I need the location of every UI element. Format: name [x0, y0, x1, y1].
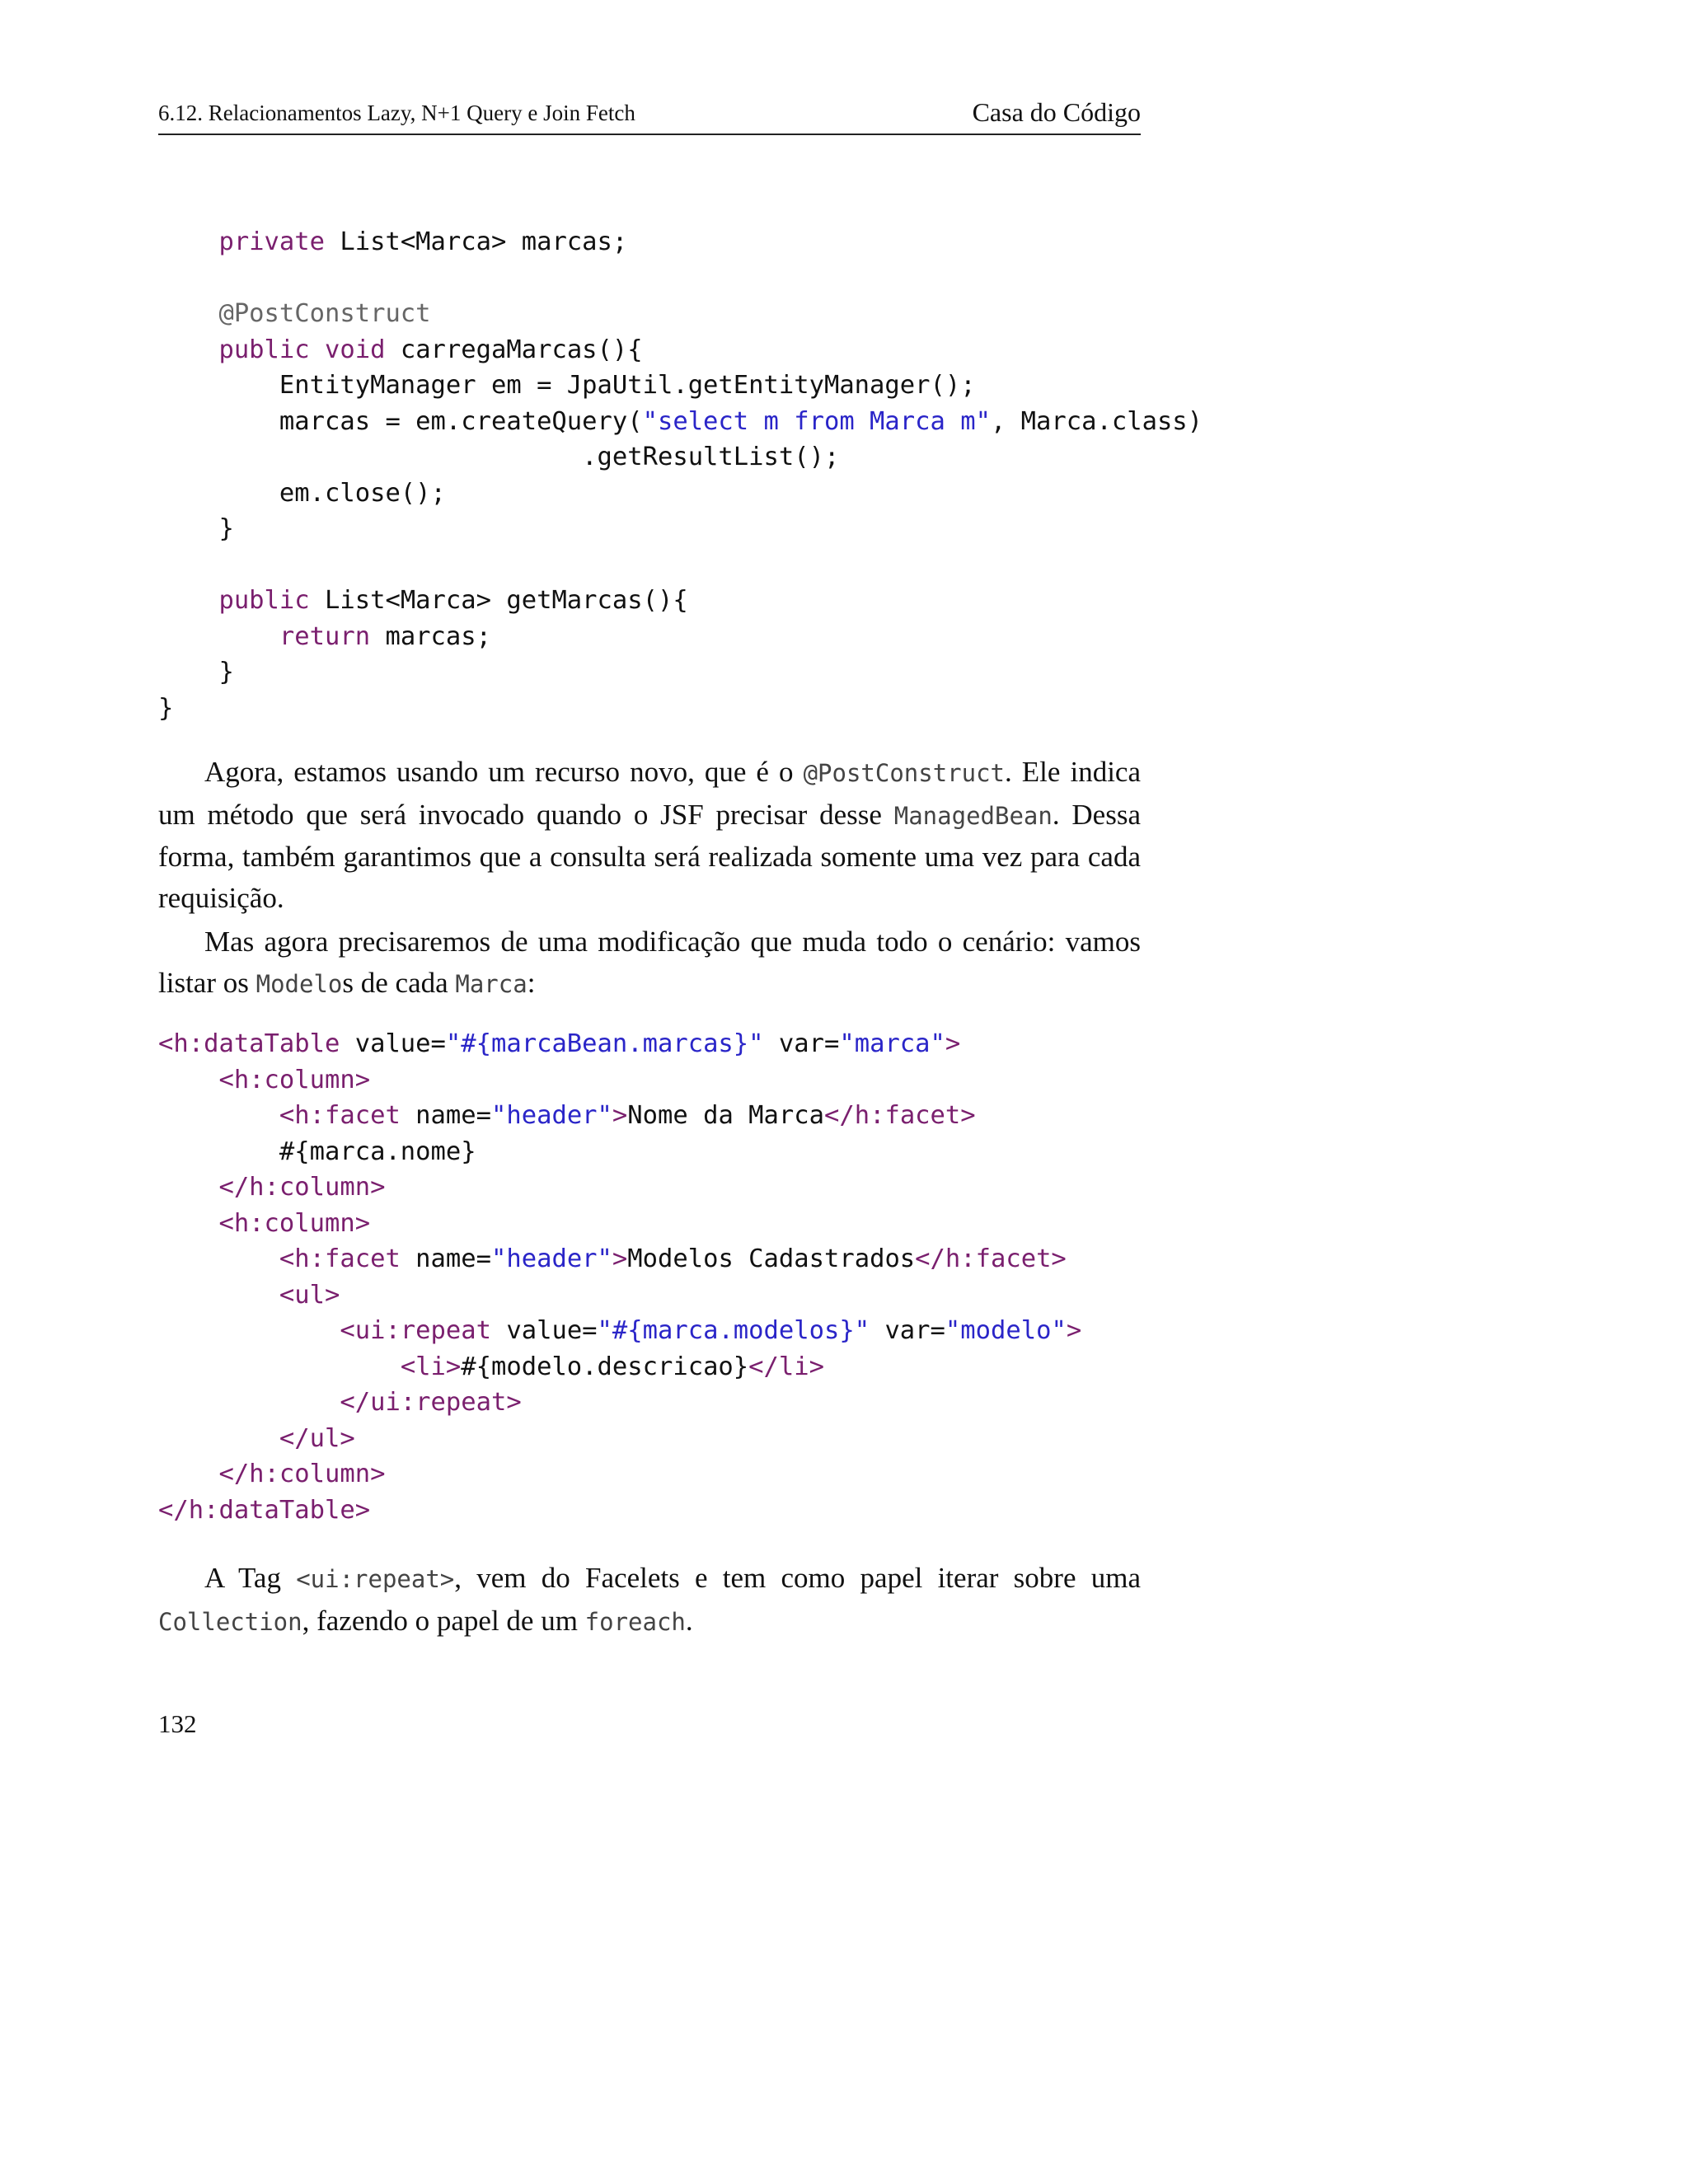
code-line [158, 335, 643, 364]
code-token [158, 227, 218, 256]
body-text-2 [158, 1558, 1141, 1646]
paragraph [158, 1558, 1141, 1643]
code-line [158, 1244, 1067, 1273]
code-token: > [612, 1244, 628, 1273]
code-token: private [218, 227, 325, 256]
code-token: #{marca.nome} [158, 1137, 476, 1166]
code-token: marcas; [370, 621, 491, 651]
text-run: s de cada [342, 966, 456, 999]
body-text-1 [158, 752, 1141, 1008]
code-token: Modelos Cadastrados [627, 1244, 916, 1273]
running-header [158, 99, 1141, 135]
text-run: . [685, 1604, 693, 1637]
text-run: A Tag [204, 1562, 297, 1594]
code-token [158, 1244, 279, 1273]
code-token [158, 1209, 218, 1238]
text-run: Agora, estamos usando um recurso novo, que é o [204, 756, 804, 788]
code-line [158, 1281, 340, 1310]
text-run: . Ele indica um método que será invocado quando o JSF precisar desse [158, 756, 1141, 831]
text-run: Mas agora precisaremos de uma modificação que muda todo o cenário: vamos listar os [158, 926, 1141, 999]
inline-code: foreach [584, 1607, 686, 1636]
code-token: "header" [491, 1244, 612, 1273]
code-line [158, 1029, 960, 1058]
code-token: > [1066, 1316, 1082, 1345]
code-line [158, 1460, 385, 1488]
code-token: </h:column> [218, 1173, 386, 1202]
code-block-java [158, 224, 1203, 726]
code-token: carregaMarcas(){ [385, 335, 643, 364]
inline-code: ManagedBean [893, 801, 1053, 830]
code-line [158, 694, 173, 723]
code-token: List<Marca> getMarcas(){ [309, 586, 688, 615]
code-block-xhtml [158, 1026, 1147, 1528]
code-token: void [325, 335, 386, 364]
text-run: . Dessa forma, também garantimos que a consulta será realizada somente uma vez para cada requisição. [158, 798, 1141, 914]
code-line [158, 1496, 370, 1525]
code-token: .getResultList(); [158, 443, 840, 471]
code-line [158, 1137, 476, 1166]
code-token: } [158, 693, 174, 723]
code-token: } [158, 658, 234, 687]
code-token: "modelo" [945, 1316, 1067, 1345]
code-token: name= [400, 1244, 491, 1273]
code-token: <ul> [279, 1280, 340, 1310]
paragraph [158, 752, 1141, 918]
code-line [158, 1173, 385, 1202]
code-token: <h:facet [279, 1244, 401, 1273]
code-token: <h:column> [218, 1065, 371, 1094]
code-token: "marca" [839, 1029, 945, 1058]
code-token: </h:column> [218, 1460, 386, 1488]
code-token: "#{marcaBean.marcas}" [445, 1029, 764, 1058]
code-token: } [158, 514, 234, 543]
code-token: </ul> [279, 1423, 355, 1453]
code-token: "header" [491, 1101, 612, 1130]
code-token [158, 1101, 279, 1130]
code-line [158, 1352, 824, 1381]
code-token [158, 586, 218, 615]
code-token: </h:dataTable> [158, 1495, 371, 1525]
code-line [158, 443, 839, 471]
code-token: em.close(); [158, 478, 446, 508]
code-token [158, 1352, 401, 1381]
inline-code: <ui:repeat> [296, 1565, 455, 1593]
code-line [158, 658, 234, 687]
code-token: #{modelo.descricao} [461, 1352, 749, 1381]
code-token: <ui:repeat [340, 1316, 491, 1345]
inline-code: Marca [455, 969, 528, 998]
section-title: 6.12. Relacionamentos Lazy, N+1 Query e Join Fetch [158, 101, 635, 125]
code-token: <h:facet [279, 1101, 401, 1130]
text-run: : [527, 966, 536, 999]
code-line [158, 479, 446, 508]
code-token [310, 335, 325, 364]
code-token: </h:facet> [824, 1101, 976, 1130]
code-line [158, 1209, 370, 1238]
code-token [158, 299, 218, 328]
inline-code: Collection [158, 1607, 302, 1636]
inline-code: Modelo [256, 969, 343, 998]
book-title: Casa do Código [972, 97, 1141, 127]
code-token [158, 1173, 218, 1202]
text-run: , vem do Facelets e tem como papel iterar sobre uma [454, 1562, 1141, 1594]
text-run: , fazendo o papel de um [302, 1604, 585, 1637]
code-token [158, 335, 218, 364]
code-token [158, 1281, 279, 1310]
code-token: value= [491, 1316, 598, 1345]
code-line [158, 1066, 370, 1094]
code-token: Nome da Marca [627, 1101, 824, 1130]
code-line [158, 1101, 976, 1130]
code-token [158, 1066, 218, 1094]
code-token: return [279, 621, 371, 651]
code-token: , Marca.class) [990, 406, 1203, 436]
code-token: name= [400, 1101, 491, 1130]
code-token: "#{marca.modelos}" [597, 1316, 870, 1345]
code-line [158, 1316, 1081, 1345]
code-token [158, 1460, 218, 1488]
code-token: var= [763, 1029, 840, 1058]
code-token: </h:facet> [915, 1244, 1067, 1273]
code-token [158, 1388, 340, 1417]
code-token: public [218, 586, 310, 615]
code-line [158, 622, 491, 651]
code-token: public [218, 335, 310, 364]
code-token: var= [870, 1316, 945, 1345]
code-token: > [945, 1029, 961, 1058]
code-token [158, 1316, 340, 1345]
code-token: </ui:repeat> [340, 1388, 522, 1417]
code-line [158, 371, 976, 400]
code-line [158, 514, 234, 543]
code-token [158, 622, 279, 651]
code-token: value= [340, 1029, 446, 1058]
code-token: @PostConstruct [218, 299, 431, 328]
code-token: <h:dataTable [158, 1029, 340, 1058]
code-line [158, 586, 688, 615]
code-token: <li> [400, 1352, 462, 1381]
code-line [158, 407, 1203, 436]
code-token: marcas = em.createQuery( [158, 406, 643, 436]
code-token: "select m from Marca m" [642, 406, 991, 436]
page-number: 132 [158, 1709, 197, 1738]
code-token: > [612, 1101, 628, 1130]
inline-code: @PostConstruct [803, 759, 1005, 787]
code-line [158, 1388, 522, 1417]
code-token: </li> [748, 1352, 824, 1381]
code-line [158, 227, 627, 256]
code-token: List<Marca> marcas; [325, 227, 628, 256]
paragraph [158, 921, 1141, 1005]
code-token: <h:column> [218, 1208, 371, 1238]
code-token [158, 1424, 279, 1453]
code-token: EntityManager em = JpaUtil.getEntityManager(); [158, 371, 976, 400]
code-line [158, 299, 431, 328]
code-line [158, 1424, 355, 1453]
